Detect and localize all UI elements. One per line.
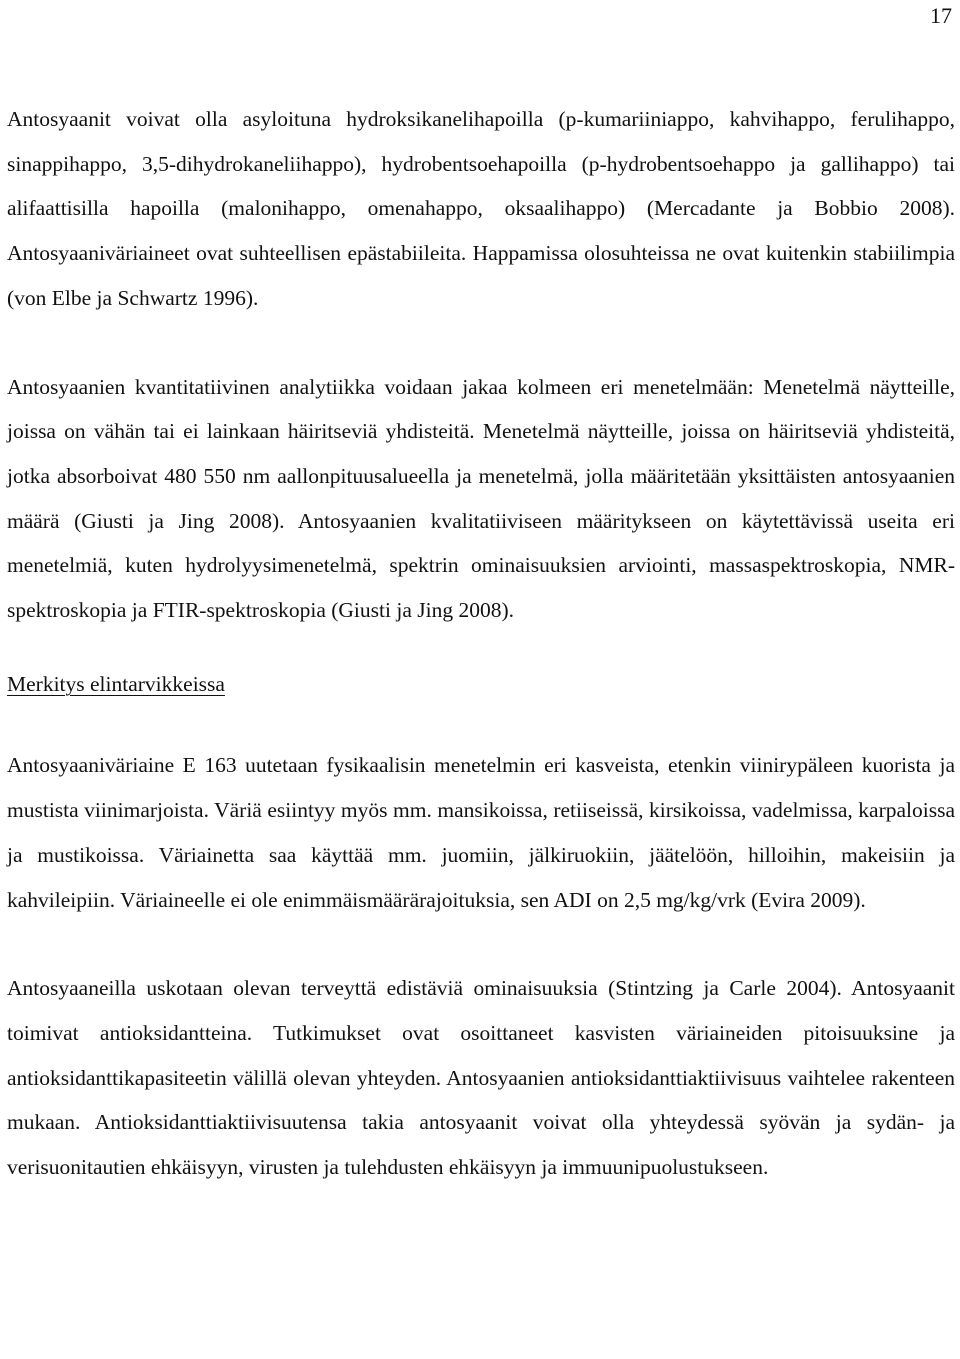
paragraph-health-effects: Antosyaaneilla uskotaan olevan terveyttä edistäviä ominaisuuksia (Stintzing ja Carle 2004). Antosyaanit toimivat antioksidantteina. Tutkimukset ovat osoittaneet kasvisten väriaineiden pitoisuuksine ja antioksidanttikapasiteetin välillä olevan yhteyden. Antosyaanien antioksidanttiaktiivisuus vaihtelee rakenteen mukaan. Antioksidanttiaktiivisuutensa takia antosyaanit voivat olla yhteydessä syövän ja sydän- ja verisuonitautien ehkäisyyn, virusten ja tulehdusten ehkäisyyn ja immuunipuolustukseen. — [7, 976, 955, 1180]
section-heading: Merkitys elintarvikkeissa — [7, 671, 225, 696]
paragraph-quantitative-analysis: Antosyaanien kvantitatiivinen analytiikka voidaan jakaa kolmeen eri menetelmään: Menetelmä näytteille, joissa on vähän tai ei lainkaan häiritseviä yhdisteitä. Menetelmä näytteille, joissa on häiritseviä yhdisteitä, jotka absorboivat 480 550 nm aallonpituusalueella ja menetelmä, jolla määritetään yksittäisten antosyaanien määrä (Giusti ja Jing 2008). Antosyaanien kvalitatiiviseen määritykseen on käytettävissä useita eri menetelmiä, kuten hydrolyysimenetelmä, spektrin ominaisuuksien arviointi, massaspektroskopia, NMR-spektroskopia ja FTIR-spektroskopia (Giusti ja Jing 2008). — [7, 374, 955, 623]
paragraph-anthocyanin-acylation: Antosyaanit voivat olla asyloituna hydroksikanelihapoilla (p-kumariiniappo, kahvihappo, ferulihappo, sinappihappo, 3,5-dihydrokaneliihappo), hydrobentsoehapoilla (p-hydrobentsoehappo ja gallihappo) tai alifaattisilla hapoilla (malonihappo, omenahappo, oksaalihappo) (Mercadante ja Bobbio 2008). Antosyaaniväriaineet ovat suhteellisen epästabiileita. Happamissa olosuhteissa ne ovat kuitenkin stabiilimpia (von Elbe ja Schwartz 1996). — [7, 107, 955, 310]
page-number: 17 — [930, 3, 952, 28]
document-body — [7, 97, 955, 1190]
paragraph-food-colorant: Antosyaaniväriaine E 163 uutetaan fysikaalisin menetelmin eri kasveista, etenkin viinirypäleen kuorista ja mustista viinimarjoista. Väriä esiintyy myös mm. mansikoissa, retiiseissä, kirsikoissa, vadelmissa, karpaloissa ja mustikoissa. Väriainetta saa käyttää mm. juomiin, jälkiruokiin, jäätelöön, hilloihin, makeisiin ja kahvileipiin. Väriaineelle ei ole enimmäismäärärajoituksia, sen ADI on 2,5 mg/kg/vrk (Evira 2009). — [7, 753, 955, 912]
